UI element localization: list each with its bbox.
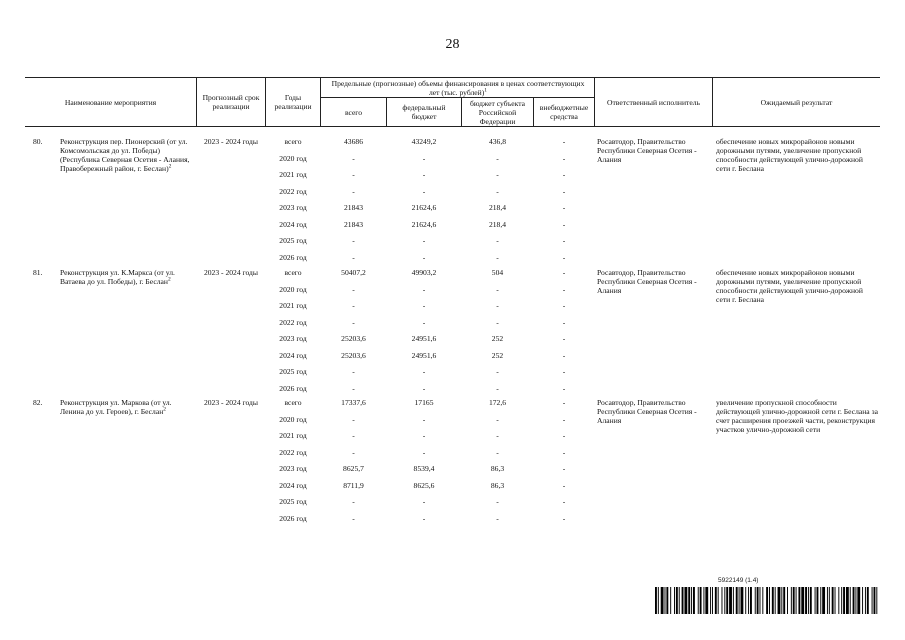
year-label: 2022 год (279, 187, 307, 196)
barcode-bar (832, 587, 834, 614)
barcode-bar (846, 587, 849, 614)
barcode-bar (736, 587, 738, 614)
year-label: 2026 год (279, 384, 307, 393)
barcode-bar (805, 587, 807, 614)
amount-extra: - (562, 334, 566, 343)
row-number: 80. (33, 137, 43, 146)
amount-total: - (352, 431, 355, 440)
amount-federal: - (422, 431, 426, 440)
measure-name (60, 398, 194, 416)
barcode-bar (781, 587, 782, 614)
amount-extra: - (562, 187, 566, 196)
amount-extra: - (562, 464, 566, 473)
col-header-responsible: Ответственный исполнитель (607, 97, 700, 107)
amount-subject: 218,4 (488, 220, 507, 229)
year-label: 2025 год (279, 497, 307, 506)
amount-extra: - (562, 236, 566, 245)
amount-subject: 436,8 (488, 137, 507, 146)
col-header-years: Годы реализации (274, 93, 312, 111)
amount-total: - (352, 448, 355, 457)
amount-extra: - (562, 154, 566, 163)
amount-federal: 24951,6 (411, 334, 437, 343)
amount-total: 50407,2 (341, 268, 366, 277)
measure-name (60, 137, 194, 173)
amount-federal: - (422, 497, 426, 506)
measure-name-text: Реконструкция ул. К.Маркса (от ул. Ватаева до ул. Победы), г. Беслан (60, 268, 175, 286)
amount-federal: - (422, 514, 426, 523)
barcode-bar (850, 587, 851, 614)
amount-subject: - (496, 154, 499, 163)
amount-federal: 43249,2 (411, 137, 437, 146)
barcode-bar (769, 587, 770, 614)
amount-subject: - (496, 367, 499, 376)
barcode-bar (679, 587, 680, 614)
funding-footnote-mark: 1 (484, 86, 488, 93)
barcode-bar (841, 587, 842, 614)
amount-federal: - (422, 301, 426, 310)
barcode-bar (801, 587, 804, 614)
amount-federal: 8539,4 (413, 464, 435, 473)
barcode-bar (810, 587, 812, 614)
year-label: 2026 год (279, 253, 307, 262)
barcode-bar (757, 587, 759, 614)
barcode-bar (710, 587, 711, 614)
implementation-term: 2023 - 2024 годы (203, 398, 259, 407)
barcode-bar (729, 587, 732, 614)
amount-extra: - (562, 253, 566, 262)
col-header-total: всего (344, 107, 363, 117)
footnote-mark: 2 (168, 163, 172, 170)
barcode-bar (817, 587, 819, 614)
year-label: 2025 год (279, 367, 307, 376)
col-header-funding-group (330, 78, 586, 97)
barcode-bar (855, 587, 856, 614)
barcode-bar (835, 587, 836, 614)
barcode-bar (778, 587, 781, 614)
barcode-bar (750, 587, 752, 614)
year-label: 2024 год (279, 481, 307, 490)
barcode-bar (700, 587, 702, 614)
year-label: всего (284, 398, 302, 407)
barcode-bar (822, 587, 825, 614)
expected-result: обеспечение новых микрорайонов новыми дорожными путями, увеличение пропускной способности действующей улично-дорожной сети г. Беслана (716, 137, 863, 173)
amount-extra: - (562, 367, 566, 376)
barcode-bar (853, 587, 855, 614)
year-label: 2023 год (279, 203, 307, 212)
amount-extra: - (562, 203, 566, 212)
year-label: 2022 год (279, 318, 307, 327)
barcode-bar (733, 587, 734, 614)
col-header-federal: федеральный бюджет (402, 103, 446, 121)
amount-subject: - (496, 497, 499, 506)
barcode-bar (674, 587, 675, 614)
amount-subject: - (496, 187, 499, 196)
amount-subject: - (496, 431, 499, 440)
barcode-bar (867, 587, 869, 614)
barcode-bar (876, 587, 877, 614)
amount-total: 25203,6 (341, 351, 366, 360)
amount-subject: 86,3 (490, 481, 505, 490)
amount-extra: - (562, 398, 566, 407)
amount-subject: - (496, 448, 499, 457)
amount-subject: 252 (491, 351, 504, 360)
amount-subject: 172,6 (488, 398, 507, 407)
barcode-bar (661, 587, 664, 614)
amount-subject: - (496, 514, 499, 523)
amount-subject: - (496, 170, 499, 179)
col-header-subject: бюджет субъекта Российской Федерации (469, 98, 526, 126)
amount-total: - (352, 170, 355, 179)
amount-subject: - (496, 318, 499, 327)
implementation-term: 2023 - 2024 годы (203, 137, 259, 146)
barcode-bar (715, 587, 717, 614)
col-header-term: Прогнозный срок реализации (202, 93, 260, 111)
amount-subject: - (496, 384, 499, 393)
barcode-bar (688, 587, 690, 614)
barcode-bar (843, 587, 845, 614)
amount-total: 43686 (344, 137, 363, 146)
barcode-image (655, 587, 879, 614)
amount-extra: - (562, 351, 566, 360)
amount-federal: - (422, 170, 426, 179)
amount-federal: - (422, 154, 426, 163)
amount-total: - (352, 236, 355, 245)
amount-extra: - (562, 497, 566, 506)
year-label: 2020 год (279, 154, 307, 163)
barcode-bar (703, 587, 704, 614)
amount-total: 8625,7 (343, 464, 364, 473)
barcode-bar (676, 587, 678, 614)
amount-subject: - (496, 285, 499, 294)
amount-subject: 86,3 (490, 464, 505, 473)
barcode-bar (872, 587, 873, 614)
amount-federal: - (422, 415, 426, 424)
barcode-bar (748, 587, 749, 614)
barcode-bar (829, 587, 830, 614)
barcode-bar (693, 587, 695, 614)
amount-federal: 49903,2 (411, 268, 437, 277)
barcode-bar (783, 587, 785, 614)
expected-result: обеспечение новых микрорайонов новыми дорожными путями, увеличение пропускной способности действующей улично-дорожной сети г. Беслана (716, 268, 863, 304)
amount-total: 25203,6 (341, 334, 366, 343)
barcode-bar (772, 587, 774, 614)
page-number: 28 (445, 37, 460, 52)
amount-total: - (352, 187, 355, 196)
barcode-bar (760, 587, 761, 614)
barcode-bar (741, 587, 744, 614)
amount-federal: - (422, 236, 426, 245)
barcode-bar (798, 587, 800, 614)
footnote-mark: 2 (167, 276, 171, 283)
amount-extra: - (562, 514, 566, 523)
barcode-bar (791, 587, 792, 614)
barcode-bar (865, 587, 866, 614)
col-header-extra: внебюджетные средства (539, 103, 589, 121)
amount-federal: 8625,6 (413, 481, 435, 490)
col-header-result: Ожидаемый результат (760, 97, 833, 107)
amount-federal: - (422, 384, 426, 393)
amount-extra: - (562, 170, 566, 179)
amount-subject: 504 (491, 268, 504, 277)
amount-total: - (352, 367, 355, 376)
amount-federal: 24951,6 (411, 351, 437, 360)
measure-name-text: Реконструкция ул. Маркова (от ул. Ленина до ул. Героев), г. Беслан (60, 398, 172, 416)
barcode-bar (739, 587, 740, 614)
year-label: всего (284, 137, 302, 146)
year-label: 2022 год (279, 448, 307, 457)
footnote-mark: 2 (163, 406, 167, 413)
barcode-bar (808, 587, 809, 614)
barcode-bar (796, 587, 797, 614)
amount-extra: - (562, 318, 566, 327)
barcode-bar (670, 587, 671, 614)
amount-total: - (352, 415, 355, 424)
barcode-bar (655, 587, 657, 614)
amount-subject: - (496, 253, 499, 262)
amount-total: - (352, 253, 355, 262)
barcode-bar (698, 587, 699, 614)
responsible-executor: Росавтодор, Правительство Республики Северная Осетия - Алания (597, 137, 697, 164)
year-label: 2023 год (279, 464, 307, 473)
year-label: 2026 год (279, 514, 307, 523)
barcode-bar (712, 587, 713, 614)
year-label: 2021 год (279, 431, 307, 440)
barcode-bar (705, 587, 708, 614)
year-label: 2021 год (279, 170, 307, 179)
year-label: всего (284, 268, 302, 277)
amount-federal: - (422, 448, 426, 457)
amount-federal: - (422, 318, 426, 327)
barcode-bar (787, 587, 788, 614)
barcode-bar (766, 587, 768, 614)
amount-extra: - (562, 137, 566, 146)
amount-federal: 21624,6 (411, 203, 437, 212)
implementation-term: 2023 - 2024 годы (203, 268, 259, 277)
amount-federal: 21624,6 (411, 220, 437, 229)
amount-extra: - (562, 220, 566, 229)
barcode-bar (745, 587, 746, 614)
amount-total: - (352, 384, 355, 393)
barcode-bar (775, 587, 776, 614)
barcode-bar (658, 587, 659, 614)
year-label: 2023 год (279, 334, 307, 343)
amount-extra: - (562, 285, 566, 294)
amount-extra: - (562, 481, 566, 490)
amount-total: 21843 (344, 220, 363, 229)
amount-total: - (352, 514, 355, 523)
year-label: 2020 год (279, 285, 307, 294)
barcode-bar (684, 587, 687, 614)
barcode-bar (862, 587, 863, 614)
row-number: 82. (33, 398, 43, 407)
amount-subject: 252 (491, 334, 504, 343)
amount-federal: 17165 (414, 398, 434, 407)
amount-subject: - (496, 236, 499, 245)
year-label: 2024 год (279, 351, 307, 360)
amount-total: - (352, 285, 355, 294)
amount-federal: - (422, 285, 426, 294)
barcode-bar (793, 587, 795, 614)
amount-total: 17337,6 (341, 398, 366, 407)
funding-group-label: Предельные (прогнозные) объемы финансирования в ценах соответствующих лет (тыс. рублей) (331, 78, 585, 97)
col-header-name: Наименование мероприятия (64, 97, 157, 107)
barcode-bar (718, 587, 719, 614)
barcode-bar (691, 587, 692, 614)
amount-total: 21843 (344, 203, 363, 212)
amount-extra: - (562, 415, 566, 424)
barcode-bar (838, 587, 839, 614)
measure-name (60, 268, 194, 286)
year-label: 2020 год (279, 415, 307, 424)
amount-federal: - (422, 253, 426, 262)
amount-extra: - (562, 268, 566, 277)
amount-federal: - (422, 187, 426, 196)
year-label: 2021 год (279, 301, 307, 310)
amount-total: - (352, 497, 355, 506)
responsible-executor: Росавтодор, Правительство Республики Северная Осетия - Алания (597, 268, 697, 295)
amount-extra: - (562, 431, 566, 440)
barcode-bar (666, 587, 668, 614)
barcode-bar (755, 587, 756, 614)
amount-extra: - (562, 384, 566, 393)
amount-subject: - (496, 301, 499, 310)
barcode-bar (874, 587, 876, 614)
expected-result: увеличение пропускной способности действующей улично-дорожной сети г. Беслана за счет расширения проезжей части, реконструкция участков улично-дорожной сети (716, 398, 878, 434)
barcode-bar (827, 587, 828, 614)
year-label: 2024 год (279, 220, 307, 229)
amount-federal: - (422, 367, 426, 376)
barcode-bar (820, 587, 821, 614)
barcode-bar (665, 587, 666, 614)
amount-total: - (352, 154, 355, 163)
barcode-bar (724, 587, 725, 614)
responsible-executor: Росавтодор, Правительство Республики Северная Осетия - Алания (597, 398, 697, 425)
barcode-bar (815, 587, 816, 614)
amount-extra: - (562, 448, 566, 457)
amount-extra: - (562, 301, 566, 310)
barcode-bar (762, 587, 763, 614)
measure-name-text: Реконструкция пер. Пионерский (от ул. Комсомольская до ул. Победы) (Республика Северная Осетия - Алания, Правобережный район, г. Беслан) (60, 137, 190, 173)
row-number: 81. (33, 268, 43, 277)
barcode-bar (857, 587, 860, 614)
amount-subject: 218,4 (488, 203, 507, 212)
amount-total: - (352, 318, 355, 327)
barcode-number: 5922149 (1.4) (718, 577, 759, 584)
header-bottom-rule (25, 126, 880, 127)
amount-subject: - (496, 415, 499, 424)
amount-total: - (352, 301, 355, 310)
barcode-bar (726, 587, 728, 614)
amount-total: 8711,9 (343, 481, 364, 490)
year-label: 2025 год (279, 236, 307, 245)
barcode-bar (722, 587, 723, 614)
barcode-bar (682, 587, 684, 614)
